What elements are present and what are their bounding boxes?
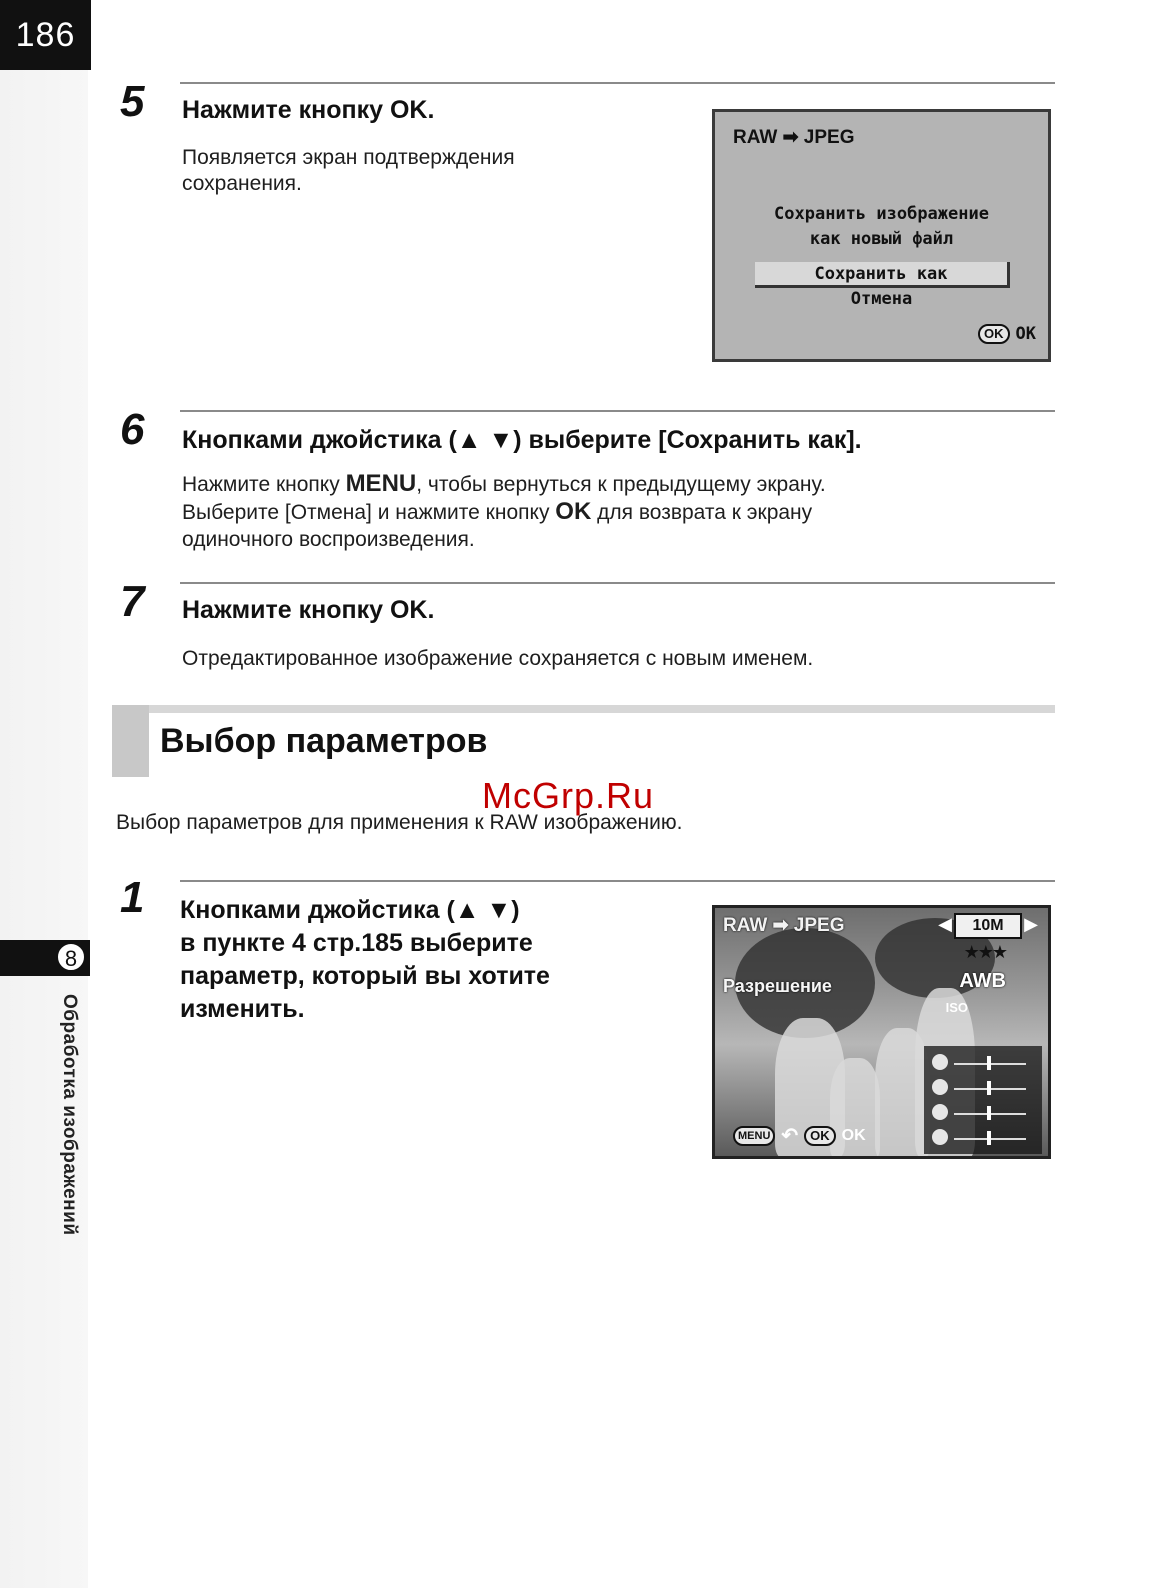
step-1-number: 1: [120, 873, 145, 922]
chapter-title: Обработка изображений: [59, 994, 80, 1236]
hue-icon: [932, 1079, 948, 1095]
hue-slider[interactable]: [932, 1079, 1034, 1099]
text-span: , чтобы вернуться к предыдущему экрану.: [416, 473, 826, 496]
back-arrow-icon: ↶: [781, 1125, 799, 1147]
contrast-slider[interactable]: [932, 1104, 1034, 1124]
step-7-body: Отредактированное изображение сохраняется с новым именем.: [182, 647, 814, 670]
quality-stars: ★★★: [963, 942, 1006, 962]
save-as-option[interactable]: Сохранить как: [755, 262, 1010, 288]
menu-button-icon: MENU: [733, 1126, 775, 1146]
ok-hint-label: OK: [841, 1126, 866, 1144]
ok-hint: [978, 324, 1036, 344]
step-7-title: Нажмите кнопку OK.: [182, 596, 435, 624]
text-span: Нажмите кнопку: [182, 473, 346, 496]
step-6-body-line-2: [182, 498, 826, 526]
bottom-hints: [733, 1123, 866, 1148]
step-6-rule: [180, 410, 1055, 412]
screen-title: RAW ➡ JPEG: [723, 915, 845, 936]
image-tone-panel: [924, 1046, 1042, 1154]
step-5-body: [182, 145, 515, 197]
section-title: Выбор параметров: [160, 722, 488, 760]
slider-knob: [987, 1131, 991, 1145]
section-intro: Выбор параметров для применения к RAW изображению.: [116, 811, 683, 834]
white-balance[interactable]: AWB: [959, 970, 1006, 992]
step-1-title-line-1: Кнопками джойстика (▲ ▼): [180, 896, 520, 924]
page-number: 186: [0, 0, 91, 70]
text-span: Выберите [Отмена] и нажмите кнопку: [182, 501, 556, 524]
step-5-rule: [180, 82, 1055, 84]
step-1-title: [180, 894, 550, 1026]
slider-knob: [987, 1081, 991, 1095]
left-margin-strip: [0, 0, 88, 1588]
step-6-body-line-3: одиночного воспроизведения.: [182, 528, 475, 551]
watermark: McGrp.Ru: [482, 775, 655, 816]
text-span: для возврата к экрану: [591, 501, 813, 524]
selected-parameter-label: Разрешение: [723, 976, 832, 996]
step-7-rule: [180, 582, 1055, 584]
step-6-number: 6: [120, 405, 145, 454]
slider-knob: [987, 1056, 991, 1070]
step-1-rule: [180, 880, 1055, 882]
step-6-body: [182, 470, 826, 553]
save-message-line-1: Сохранить изображение: [774, 204, 989, 224]
cancel-option[interactable]: Отмена: [850, 289, 913, 309]
section-marker: [112, 705, 149, 777]
step-5-body-line-1: Появляется экран подтверждения: [182, 146, 515, 169]
ok-hint-label: OK: [1015, 324, 1036, 344]
resolution-selector[interactable]: 10M: [954, 913, 1022, 939]
step-1-title-line-2: в пункте 4 стр.185 выберите: [180, 929, 533, 957]
menu-key-label: MENU: [345, 470, 417, 497]
arrow-right-icon: ▶: [1024, 914, 1038, 934]
ok-key-label: OK: [555, 498, 592, 525]
step-5-body-line-2: сохранения.: [182, 172, 302, 195]
ok-button-icon: OK: [978, 324, 1010, 344]
contrast-icon: [932, 1104, 948, 1120]
chapter-number: 8: [56, 942, 86, 972]
step-6-title: Кнопками джойстика (▲ ▼) выберите [Сохранить как].: [182, 426, 862, 454]
save-message: [715, 202, 1048, 252]
saturation-slider[interactable]: [932, 1054, 1034, 1074]
step-7-number: 7: [120, 577, 145, 626]
slider-knob: [987, 1106, 991, 1120]
sharpness-slider[interactable]: [932, 1129, 1034, 1149]
step-5-title: Нажмите кнопку OK.: [182, 96, 435, 124]
sharpness-icon: [932, 1129, 948, 1145]
ok-button-icon: OK: [804, 1126, 836, 1146]
saturation-icon: [932, 1054, 948, 1070]
step-1-title-line-4: изменить.: [180, 995, 305, 1023]
save-message-line-2: как новый файл: [809, 229, 954, 249]
step-6-body-line-1: [182, 470, 826, 498]
save-confirmation-screen: [712, 109, 1051, 362]
parameter-screen: [712, 905, 1051, 1159]
iso-setting[interactable]: ISO: [945, 1000, 968, 1015]
screen-title: RAW ➡ JPEG: [733, 127, 855, 148]
step-1-title-line-3: параметр, который вы хотите: [180, 962, 550, 990]
step-5-number: 5: [120, 77, 145, 126]
arrow-left-icon: ◀: [938, 914, 952, 934]
